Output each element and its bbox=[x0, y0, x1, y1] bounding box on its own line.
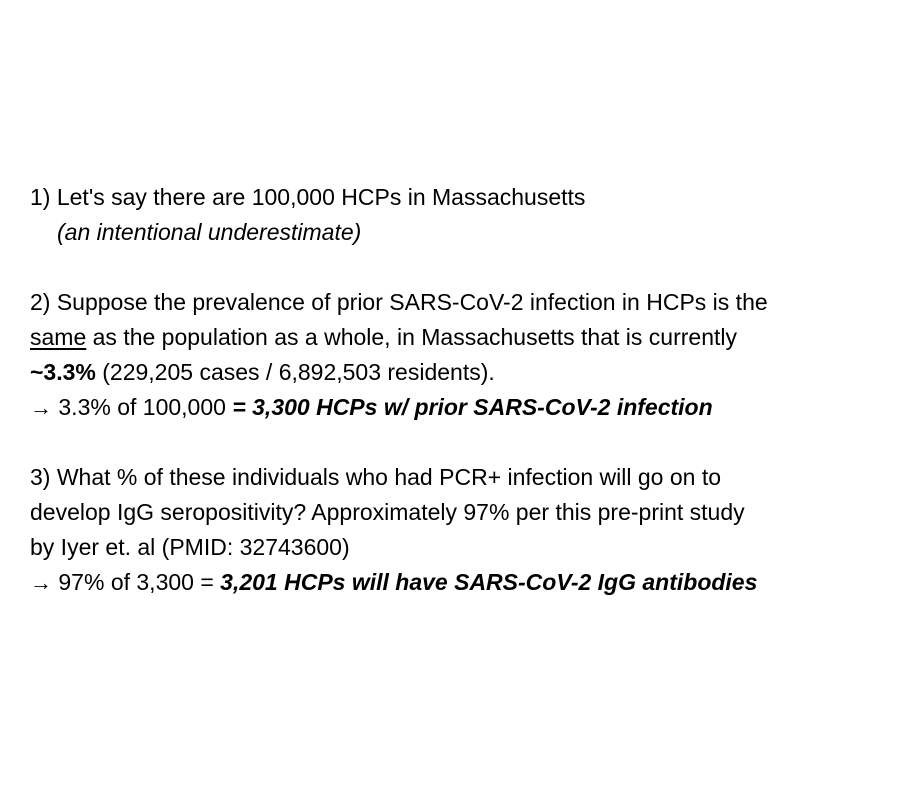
step2-underlined-word: same bbox=[30, 324, 87, 350]
step2-line3 bbox=[30, 355, 880, 390]
document-body bbox=[30, 180, 880, 600]
step3-line1: 3) What % of these individuals who had PCR+ infection will go on to bbox=[30, 464, 722, 490]
step2-line2-rest: as the population as a whole, in Massachusetts that is currently bbox=[86, 324, 737, 350]
step2-line2 bbox=[30, 320, 880, 355]
step3-result-emphasis: 3,201 HCPs will have SARS-CoV-2 IgG antibodies bbox=[220, 569, 758, 595]
step3-result-line bbox=[30, 565, 880, 600]
step2-result-line bbox=[30, 390, 880, 425]
right-arrow-icon: → bbox=[30, 570, 52, 595]
step3-line2: develop IgG seropositivity? Approximately 97% per this pre-print study bbox=[30, 499, 745, 525]
step1-note: (an intentional underestimate) bbox=[57, 219, 362, 245]
step2-prevalence-value: ~3.3% bbox=[30, 359, 96, 385]
right-arrow-icon: → bbox=[30, 395, 52, 420]
step2-result-emphasis: = 3,300 HCPs w/ prior SARS-CoV-2 infection bbox=[232, 394, 713, 420]
step3-result-text: 97% of 3,300 = bbox=[52, 569, 221, 595]
step2-line1: 2) Suppose the prevalence of prior SARS-CoV-2 infection in HCPs is the bbox=[30, 289, 768, 315]
spacer bbox=[30, 250, 880, 285]
step2-result-text: 3.3% of 100,000 bbox=[52, 394, 233, 420]
step3-line3: by Iyer et. al (PMID: 32743600) bbox=[30, 534, 350, 560]
step2-line3-rest: (229,205 cases / 6,892,503 residents). bbox=[95, 359, 495, 385]
spacer bbox=[30, 425, 880, 460]
step1-line1: 1) Let's say there are 100,000 HCPs in Massachusetts bbox=[30, 184, 586, 210]
